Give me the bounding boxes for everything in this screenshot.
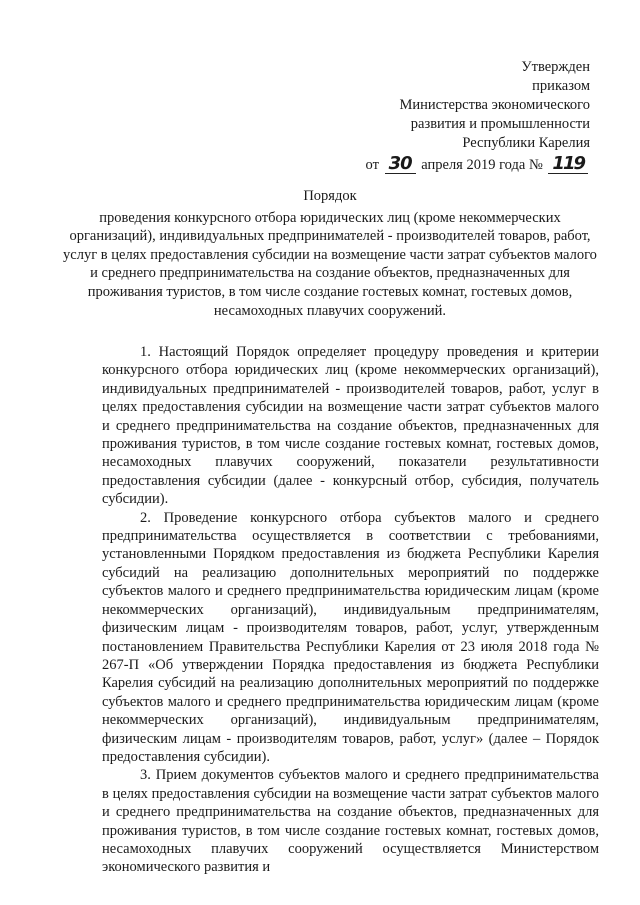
title-text: проведения конкурсного отбора юридических лиц (кроме некоммерческих организаций), индивидуальных предпринимателей - производителей товаров, работ, услуг в целях предоставления субсидии на возмещение части затрат субъектов малого и среднего предпринимательства на создание объектов, предназначенных для проживания туристов, в том числе создание гостевых комнат, гостевых домов, несамоходных плавучих сооружений. xyxy=(63,209,597,319)
date-prefix: от xyxy=(365,157,379,173)
approval-line-republic: Республики Карелия xyxy=(462,135,590,151)
approval-stamp xyxy=(366,58,590,175)
title-heading: Порядок xyxy=(303,188,357,204)
paragraph-1: 1. Настоящий Порядок определяет процедуру проведения и критерии конкурсного отбора юридических лиц (кроме некоммерческих организаций), индивидуальных предпринимателей - производителей товаров, работ, услуг в целях предоставления субсидии на возмещение части затрат субъектов малого и среднего предпринимательства на создание объектов, предназначенных для проживания туристов, в том числе создание гостевых комнат, гостевых домов, несамоходных плавучих сооружений, показатели результативности предоставления субсидии (далее - конкурсный отбор, субсидия, получатель субсидии). xyxy=(102,344,599,508)
paragraph-2: 2. Проведение конкурсного отбора субъектов малого и среднего предпринимательства осуществляется в соответствии с требованиями, установленными Порядком предоставления из бюджета Республики Карелия субсидий на реализацию дополнительных мероприятий по поддержке субъектов малого и среднего предпринимательства юридическим лицам (кроме некоммерческих организаций), индивидуальным предпринимателям, физическим лицам - производителям товаров, работ, услуг, утвержденным постановлением Правительства Республики Карелия от 23 июля 2018 года № 267-П «Об утверждении Порядка предоставления из бюджета Республики Карелия субсидий на реализацию дополнительных мероприятий по поддержке субъектов малого и среднего предпринимательства юридическим лицам (кроме некоммерческих организаций), индивидуальным предпринимателям, физическим лицам - производителям товаров, работ, услуг» (далее – Порядок предоставления субсидии). xyxy=(102,509,599,765)
approval-line-approved: Утвержден xyxy=(521,59,590,75)
approval-line-ministry-cont: развития и промышленности xyxy=(410,116,590,132)
approval-line-order: приказом xyxy=(532,78,590,94)
approval-date-line xyxy=(366,154,590,175)
document-body xyxy=(102,343,599,877)
approval-line-ministry: Министерства экономического xyxy=(399,97,590,113)
paragraph-3: 3. Прием документов субъектов малого и среднего предпринимательства в целях предоставления субсидии на возмещение части затрат субъектов малого и среднего предпринимательства на создание объектов, предназначенных для проживания туристов, в том числе создание гостевых комнат, гостевых домов, несамоходных плавучих сооружений осуществляется Министерством экономического развития и xyxy=(102,767,599,876)
document-title xyxy=(60,187,600,320)
handwritten-order-number: 119 xyxy=(548,154,588,174)
handwritten-day: 30 xyxy=(385,154,416,174)
date-month-year: апреля 2019 года № xyxy=(421,157,543,173)
